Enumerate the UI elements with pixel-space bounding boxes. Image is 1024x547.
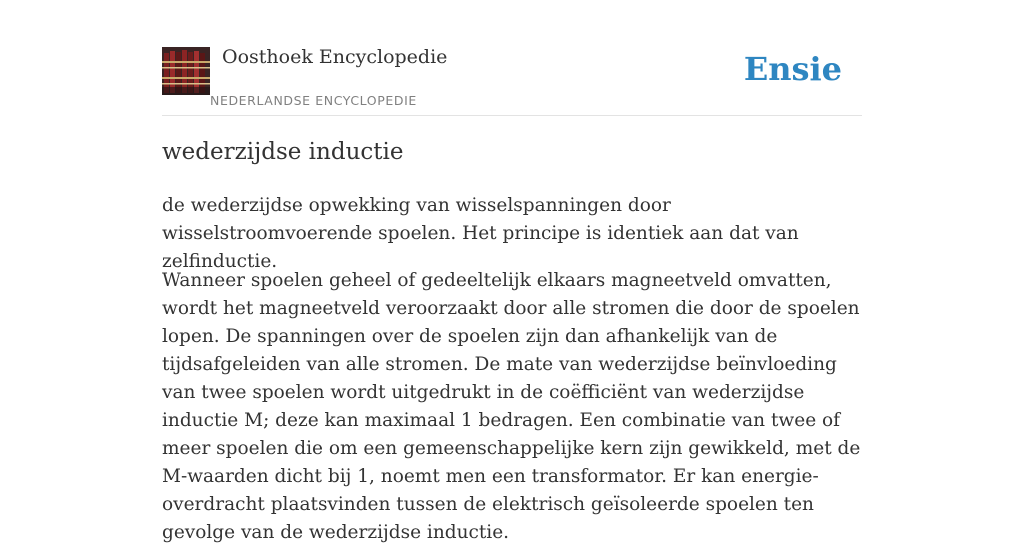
- site-header: [162, 0, 862, 116]
- entry-paragraph-1: de wederzijdse opwekking van wisselspanningen door wisselstroomvoerende spoelen. Het principe is identiek aan dat van zelfinductie.: [162, 195, 799, 272]
- encyclopedia-books-icon[interactable]: [162, 47, 210, 95]
- entry-paragraph-2: Wanneer spoelen geheel of gedeeltelijk elkaars magneetveld omvatten, wordt het magneetveld veroorzaakt door alle stromen die door de spoelen lopen. De spanningen over de spoelen zijn dan afhankelijk van de tijdsafgeleiden van alle stromen. De mate van wederzijdse beïnvloeding van twee spoelen wordt uitgedrukt in de coëfficiënt van wederzijdse inductie M; deze kan maximaal 1 bedragen. Een combinatie van twee of meer spoelen die om een gemeenschappelijke kern zijn gewikkeld, met de M-waarden dicht bij 1, noemt men een transformator. Er kan energie-overdracht plaatsvinden tussen de elektrisch geïsoleerde spoelen ten gevolge van de wederzijdse inductie.: [162, 270, 861, 543]
- page-container: [162, 0, 862, 543]
- entry-title: wederzijdse inductie: [162, 139, 404, 165]
- ensie-logo[interactable]: Ensie: [743, 50, 842, 88]
- source-subtitle: NEDERLANDSE ENCYCLOPEDIE: [210, 93, 417, 108]
- source-title[interactable]: Oosthoek Encyclopedie: [222, 46, 448, 68]
